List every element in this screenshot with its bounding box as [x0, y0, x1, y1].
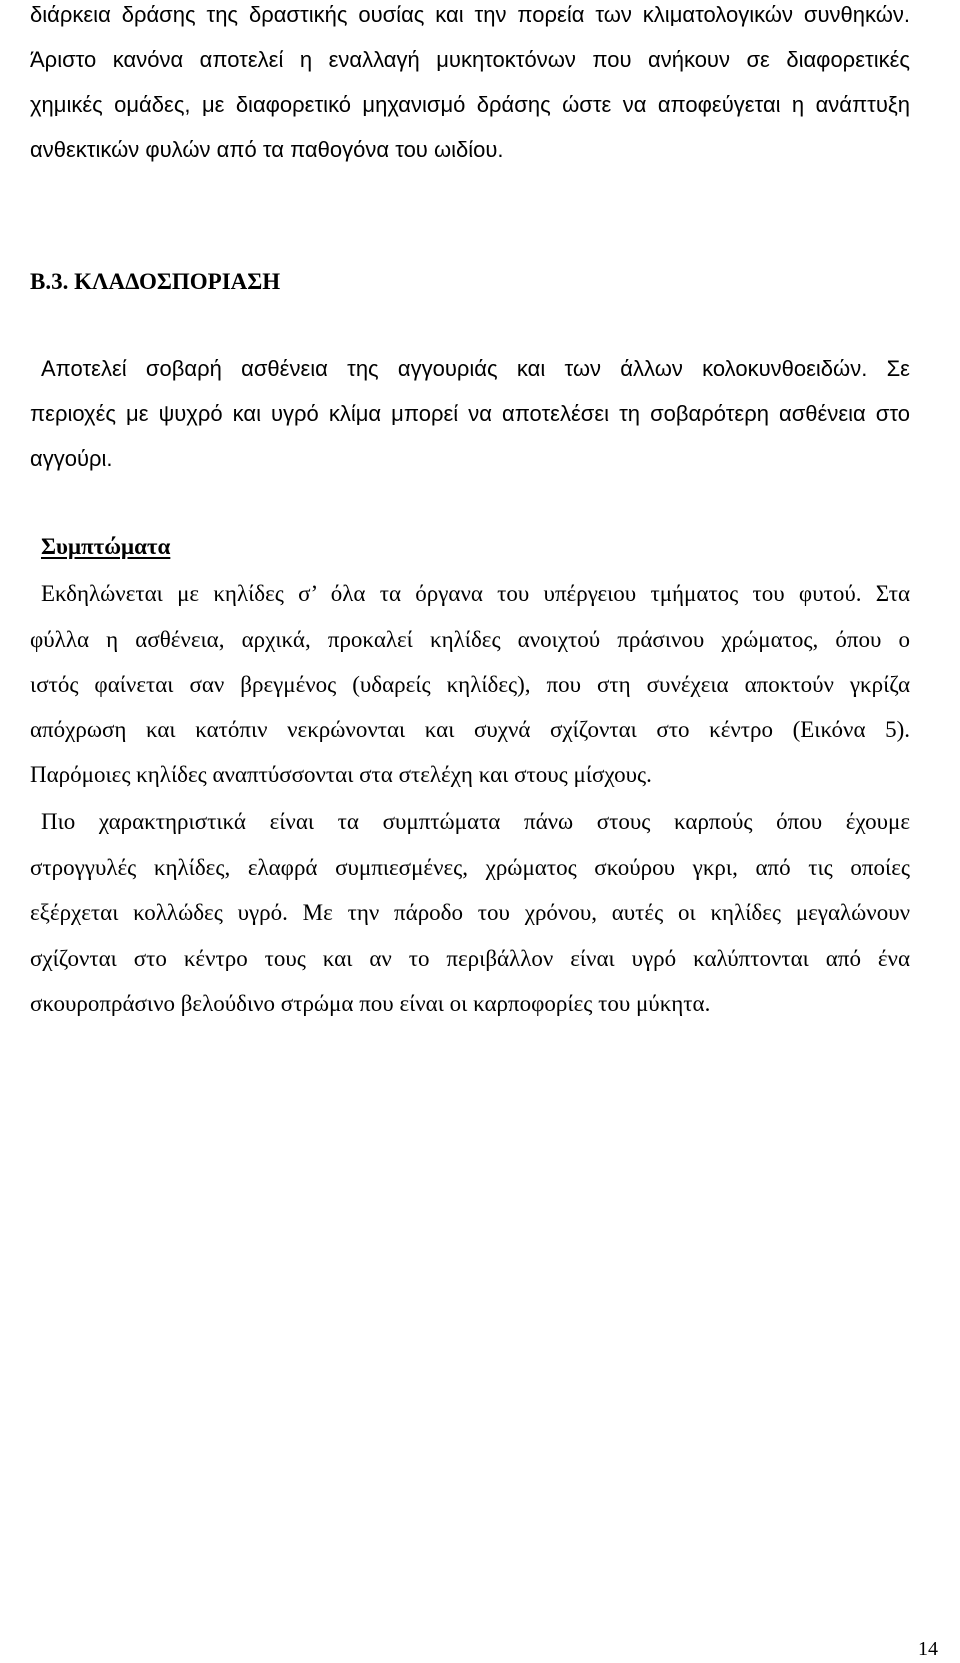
symptoms-line-1: Εκδηλώνεται με κηλίδες σ’ όλα τα όργανα του υπέργειου τμήματος του φυτού. Στα [41, 581, 910, 606]
symptoms-line-7: στρογγυλές κηλίδες, ελαφρά συμπιεσμένες, χρώματος σκούρου γκρι, από τις οποίες [30, 855, 910, 880]
intro-line-1: διάρκεια δράσης της δραστικής ουσίας και την πορεία των κλιματολογικών συνθηκών. [30, 2, 910, 27]
symptoms-heading: Συμπτώματα [41, 534, 171, 559]
symptoms-line-3: ιστός φαίνεται σαν βρεγμένος (υδαρείς κηλίδες), που στη συνέχεια αποκτούν γκρίζα [30, 672, 910, 697]
symptoms-line-4: απόχρωση και κατόπιν νεκρώνονται και συχνά σχίζονται στο κέντρο (Εικόνα 5). [30, 717, 910, 742]
section-line-2: περιοχές με ψυχρό και υγρό κλίμα μπορεί να αποτελέσει τη σοβαρότερη ασθένεια στο [30, 401, 910, 426]
symptoms-line-9: σχίζονται στο κέντρο τους και αν το περιβάλλον είναι υγρό καλύπτονται από ένα [30, 946, 910, 971]
intro-line-2: Άριστο κανόνα αποτελεί η εναλλαγή μυκητοκτόνων που ανήκουν σε διαφορετικές [30, 47, 910, 72]
section-heading: Β.3. ΚΛΑΔΟΣΠΟΡΙΑΣΗ [30, 269, 281, 294]
symptoms-line-2: φύλλα η ασθένεια, αρχικά, προκαλεί κηλίδες ανοιχτού πράσινου χρώματος, όπου ο [30, 627, 910, 652]
symptoms-line-5: Παρόμοιες κηλίδες αναπτύσσονται στα στελέχη και στους μίσχους. [30, 762, 652, 787]
intro-line-3: χημικές ομάδες, με διαφορετικό μηχανισμό δράσης ώστε να αποφεύγεται η ανάπτυξη [30, 92, 910, 117]
symptoms-line-6: Πιο χαρακτηριστικά είναι τα συμπτώματα πάνω στους καρπούς όπου έχουμε [41, 809, 910, 834]
intro-line-4: ανθεκτικών φυλών από τα παθογόνα του ωιδίου. [30, 137, 504, 162]
page-number: 14 [918, 1638, 938, 1660]
section-line-1: Αποτελεί σοβαρή ασθένεια της αγγουριάς και των άλλων κολοκυνθοειδών. Σε [41, 356, 910, 381]
symptoms-line-10: σκουροπράσινο βελούδινο στρώμα που είναι οι καρποφορίες του μύκητα. [30, 991, 711, 1016]
symptoms-line-8: εξέρχεται κολλώδες υγρό. Με την πάροδο του χρόνου, αυτές οι κηλίδες μεγαλώνουν [30, 900, 910, 925]
section-line-3: αγγούρι. [30, 446, 113, 471]
